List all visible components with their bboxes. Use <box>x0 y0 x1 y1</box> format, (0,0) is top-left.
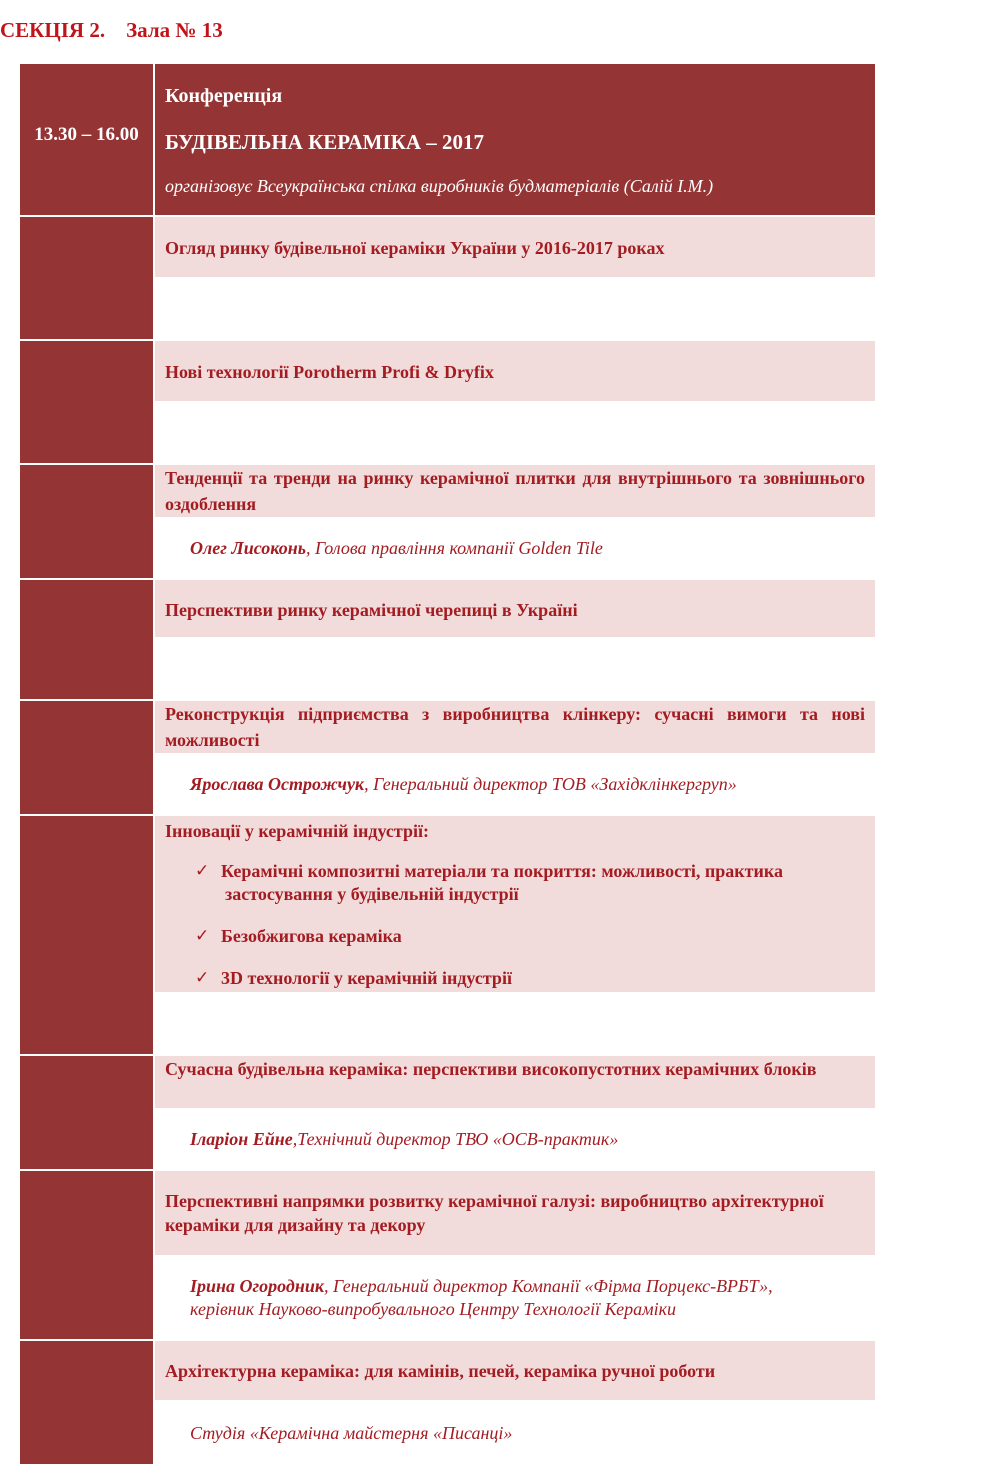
talk-title: Реконструкція підприємства з виробництва клінкеру: сучасні вимоги та нові можливості <box>165 704 865 750</box>
talk-title-row <box>155 1341 875 1400</box>
list-item: ✓ 3D технології у керамічній індустрії <box>195 968 512 988</box>
conference-header <box>155 64 875 215</box>
talk-title-row <box>155 465 875 517</box>
speaker-name: Ярослава Острожчук <box>190 774 365 794</box>
speaker-role: , Голова правління компанії Golden Tile <box>305 538 603 558</box>
speaker-role: Студія «Керамічна майстерня «Писанці» <box>190 1423 513 1443</box>
conference-title: БУДІВЕЛЬНА КЕРАМІКА – 2017 <box>165 130 484 154</box>
time-column <box>20 64 153 1464</box>
speaker-info <box>190 1275 870 1321</box>
checkmark-icon: ✓ <box>195 926 210 946</box>
speaker-name: Олег Лисоконь <box>190 538 306 558</box>
talk-title-row <box>155 816 875 992</box>
section-number: СЕКЦІЯ 2. <box>0 18 106 42</box>
conference-label: Конференція <box>165 85 283 107</box>
list-item: ✓ Безобжигова кераміка <box>195 926 402 946</box>
speaker-name: Ірина Огородник <box>190 1276 324 1296</box>
talk-title-row <box>155 341 875 401</box>
talk-title: Перспективи ринку керамічної черепиці в Україні <box>165 600 578 620</box>
talk-title: Сучасна будівельна кераміка: перспективи високопустотних керамічних блоків <box>165 1059 817 1079</box>
speaker-name: Іларіон Ейне <box>190 1129 293 1149</box>
talk-title: Нові технології Porotherm Profi & Dryfix <box>165 362 494 382</box>
speaker-role: , Генеральний директор ТОВ «Західклінкергруп» <box>364 774 737 794</box>
talk-title: Перспективні напрямки розвитку керамічної галузі: виробництво архітектурної кераміки для дизайну та декору <box>165 1191 824 1235</box>
talk-title-row <box>155 580 875 637</box>
session-time: 13.30 – 16.00 <box>34 124 139 145</box>
speaker-info <box>190 1422 870 1445</box>
talk-title-row <box>155 1056 875 1108</box>
list-item: ✓ Керамічні композитні матеріали та покриття: можливості, практика застосування у будівельній індустрії <box>195 861 783 904</box>
talk-title: Інновації у керамічній індустрії: <box>165 821 429 841</box>
talk-title: Архітектурна кераміка: для камінів, печей, кераміка ручної роботи <box>165 1361 716 1381</box>
talk-title-row <box>155 217 875 277</box>
speaker-role: , Генеральний директор Компанії «Фірма Порцекс-ВРБТ», <box>323 1276 773 1296</box>
section-title <box>0 18 223 43</box>
speaker-role-continued: керівник Науково-випробувального Центру Технології Кераміки <box>190 1299 676 1319</box>
speaker-role: ,Технічний директор ТВО «ОСВ-практик» <box>292 1129 619 1149</box>
speaker-info <box>190 537 870 560</box>
speaker-info <box>190 1128 870 1151</box>
speaker-info <box>190 773 870 796</box>
checkmark-icon: ✓ <box>195 861 210 881</box>
innovation-list <box>195 860 855 1009</box>
checkmark-icon: ✓ <box>195 968 210 988</box>
talk-title-row <box>155 701 875 753</box>
conference-organizer: організовує Всеукраїнська спілка виробників будматеріалів (Салій І.М.) <box>165 176 714 196</box>
talk-title-row <box>155 1171 875 1255</box>
talk-title: Огляд ринку будівельної кераміки України у 2016-2017 роках <box>165 238 665 258</box>
talk-title: Тенденції та тренди на ринку керамічної плитки для внутрішнього та зовнішнього оздоблення <box>165 468 865 514</box>
hall-number: Зала № 13 <box>126 18 223 42</box>
